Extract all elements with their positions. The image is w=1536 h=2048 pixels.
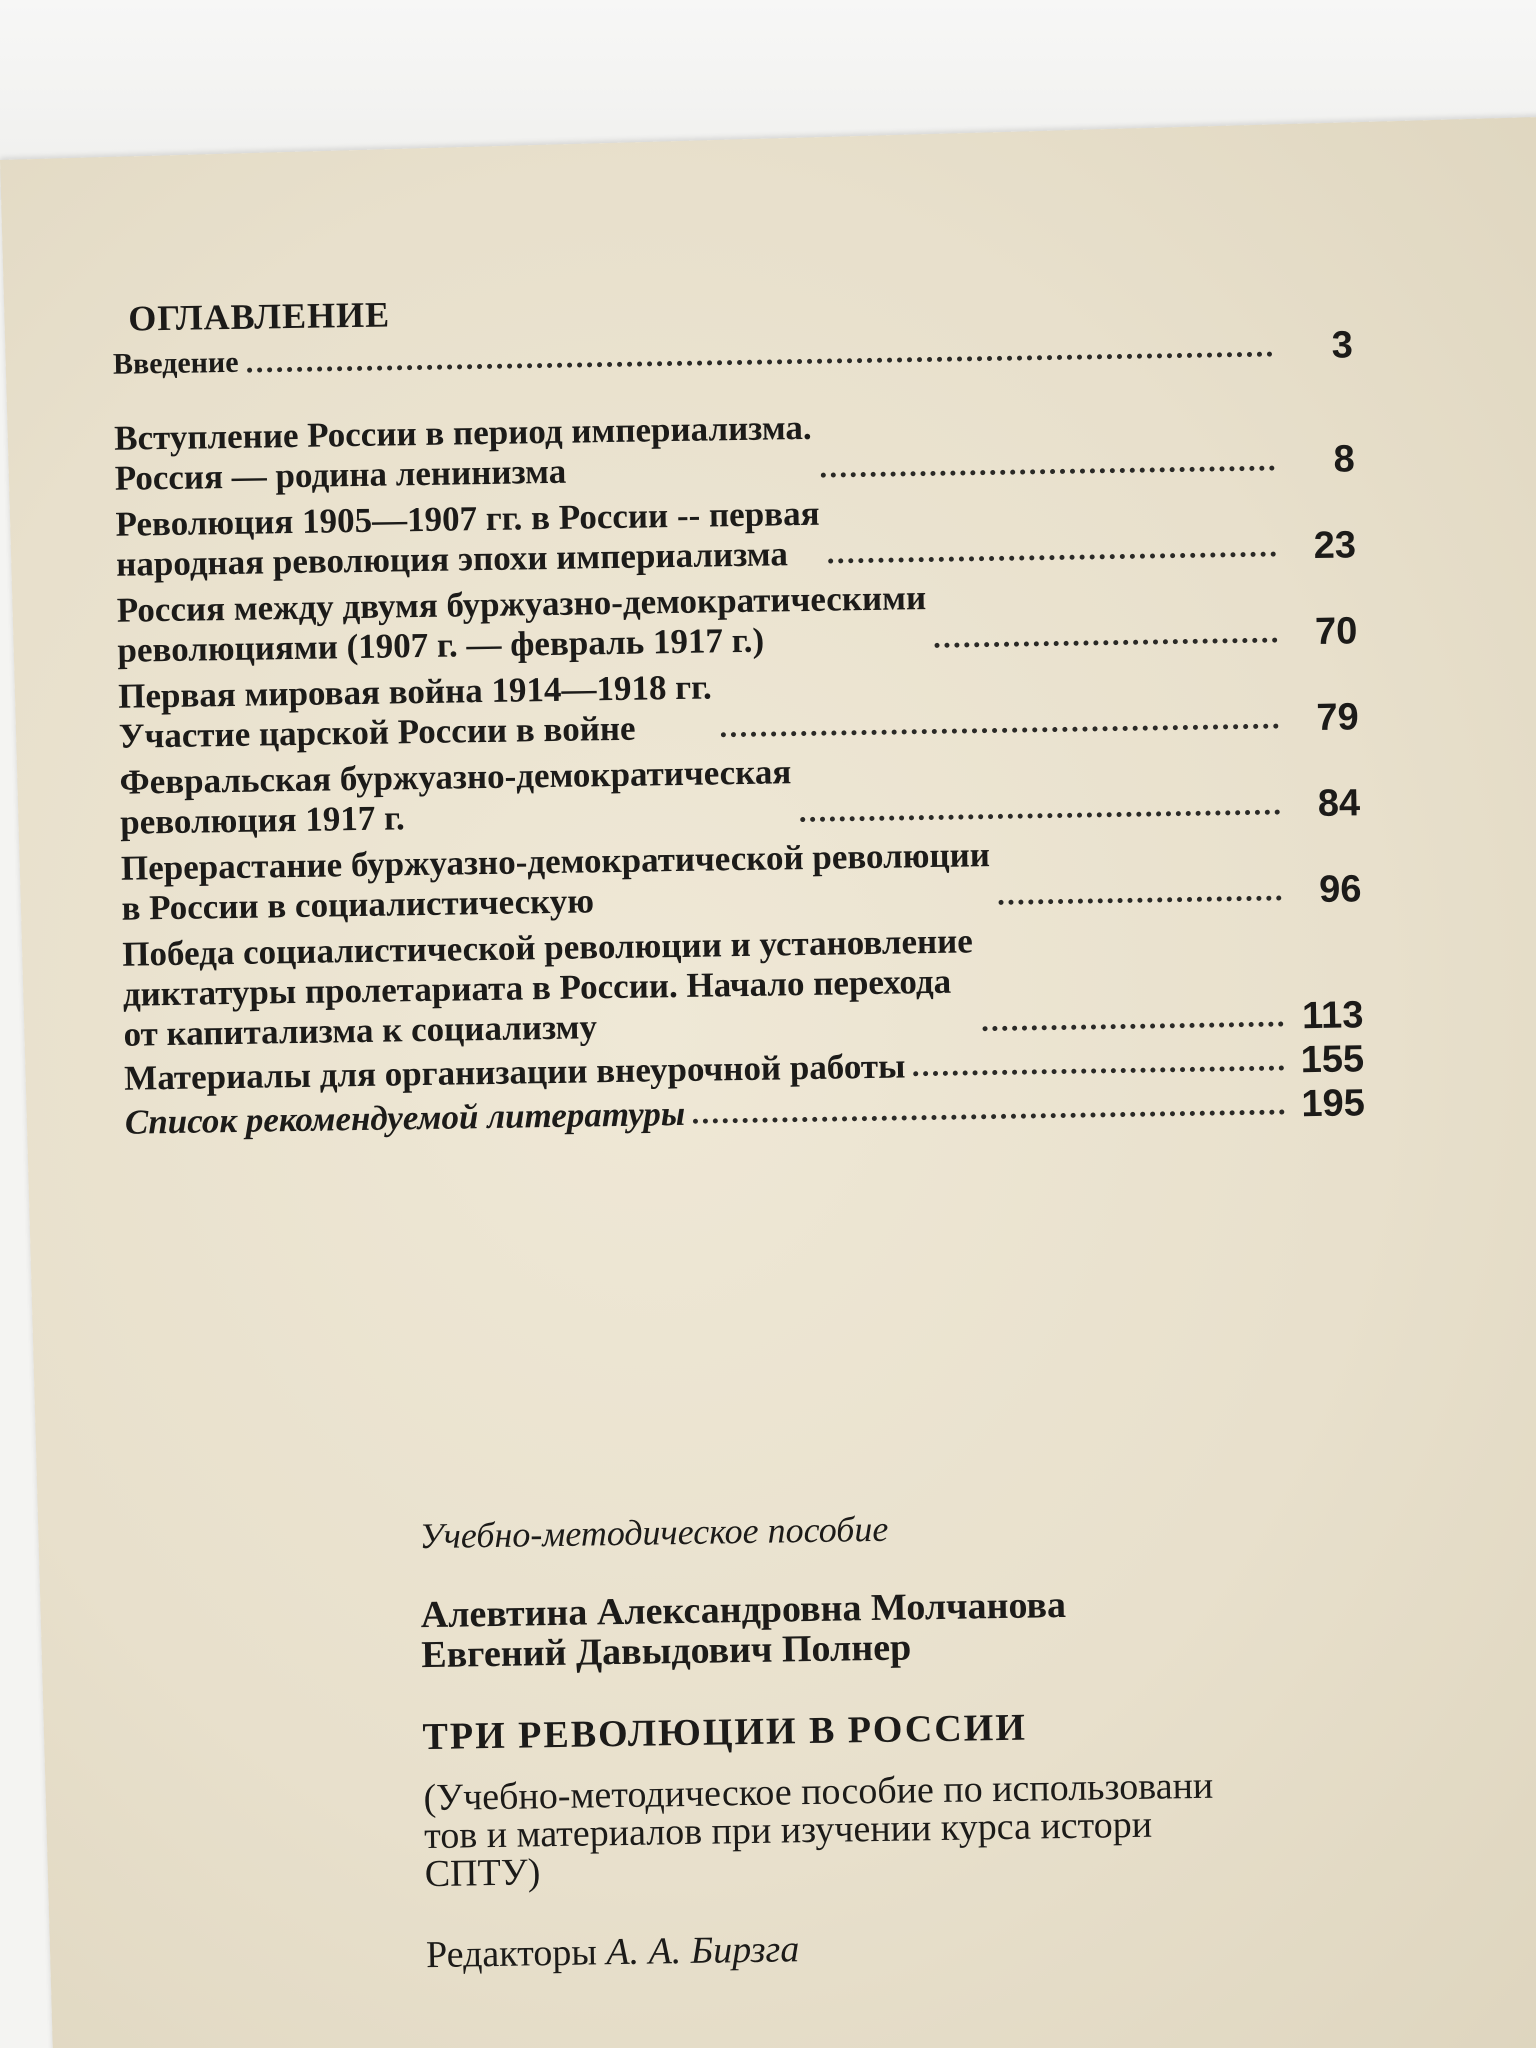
toc-entry	[121, 829, 1362, 928]
toc-page-number: 3	[1331, 324, 1354, 367]
table-of-contents	[113, 325, 1365, 1142]
toc-entry-title: Введение	[112, 345, 239, 381]
dot-leader	[720, 724, 1278, 738]
toc-entry	[118, 657, 1359, 756]
dot-leader	[247, 352, 1273, 373]
toc-entry-title: Россия между двумя буржуазно-демократическими революциями (1907 г. — февраль 1917 г.)	[116, 578, 927, 670]
dot-leader	[935, 638, 1278, 648]
dot-leader	[982, 1021, 1283, 1031]
toc-entry-title: Вступление России в период империализма. Россия — родина ленинизма	[113, 407, 812, 498]
dot-leader	[800, 810, 1280, 823]
toc-heading: ОГЛАВЛЕНИЕ	[127, 294, 391, 339]
toc-entry-title: Революция 1905—1907 гг. в России -- первая народная революция эпохи империализма	[115, 493, 820, 584]
toc-page-number: 155	[1300, 1038, 1365, 1082]
toc-entry	[114, 399, 1355, 498]
authors	[420, 1576, 1536, 1675]
toc-entry	[115, 485, 1356, 584]
toc-entry-title: Победа социалистической революции и установление диктатуры пролетариата в России. Начало перехода от капитализма к социализму	[121, 921, 974, 1054]
toc-entry	[122, 915, 1364, 1054]
author-name: Евгений Давыдович Полнер	[420, 1626, 912, 1677]
toc-page-number: 113	[1301, 994, 1364, 1038]
toc-page-number: 70	[1314, 610, 1358, 653]
toc-entry	[119, 743, 1360, 842]
toc-page-number: 84	[1317, 782, 1361, 825]
toc-entry-title: Список рекомендуемой литературы	[124, 1093, 686, 1142]
author-name: Алевтина Александровна Молчанова	[420, 1583, 1067, 1637]
toc-page-number: 8	[1333, 438, 1355, 481]
toc-entry	[117, 571, 1358, 670]
toc-page-number: 96	[1318, 868, 1362, 911]
publication-genre: Учебно-методическое пособие	[419, 1508, 889, 1557]
toc-page-number: 23	[1313, 524, 1357, 567]
editors-names: А. А. Бирзга	[605, 1928, 800, 1974]
dot-leader	[820, 466, 1274, 478]
dot-leader	[828, 552, 1276, 564]
dot-leader	[913, 1065, 1284, 1076]
book-description: (Учебно-методическое пособие по использовани тов и материалов при изучении курса истори СПТУ)	[423, 1764, 1214, 1896]
dot-leader	[693, 1109, 1285, 1123]
toc-entry-title: Февральская буржуазно-демократическая революция 1917 г.	[119, 752, 792, 842]
toc-page-number: 195	[1301, 1082, 1366, 1126]
toc-entry-title: Материалы для организации внеурочной работы	[123, 1046, 906, 1098]
editors-label: Редакторы	[425, 1931, 598, 1977]
editors-line	[426, 1914, 1536, 1977]
toc-entry-title: Перерастание буржуазно-демократической революции в России в социалистическую	[120, 835, 991, 928]
book-title: ТРИ РЕВОЛЮЦИИ В РОССИИ	[422, 1706, 1028, 1759]
dot-leader	[999, 896, 1282, 905]
imprint-block	[419, 1496, 1536, 1977]
toc-entry-title: Первая мировая война 1914—1918 гг. Участие царской России в войне	[117, 667, 713, 756]
toc-page-number: 79	[1316, 696, 1360, 739]
